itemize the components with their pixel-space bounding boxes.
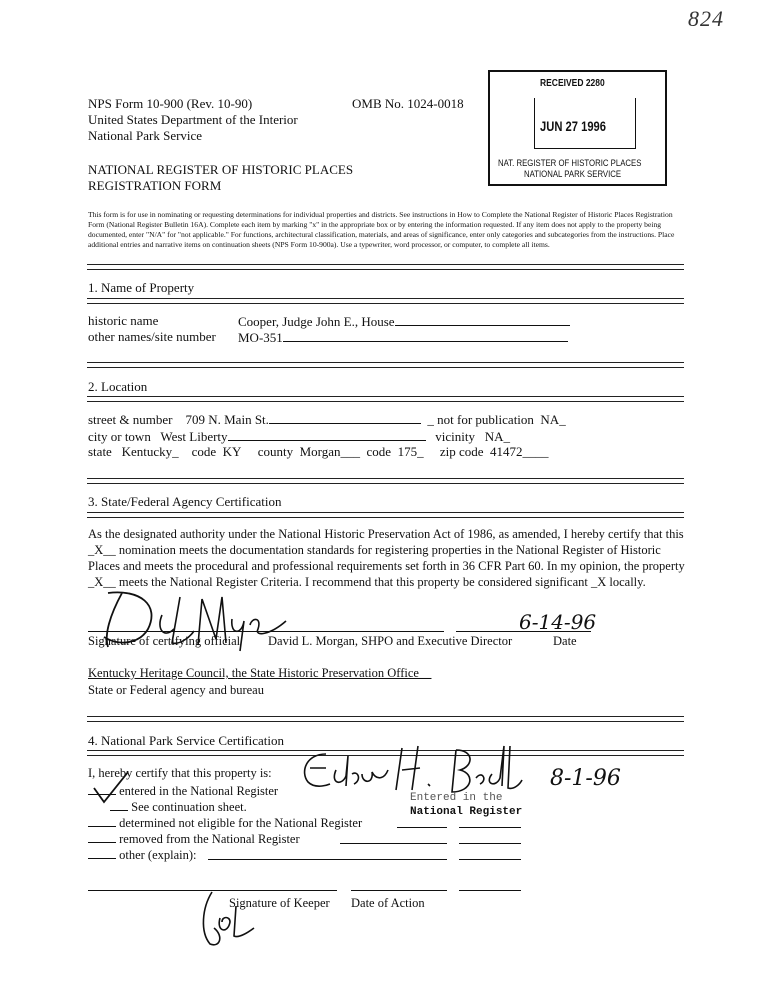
option-not-eligible-row (88, 814, 362, 831)
vicinity-value: NA_ (484, 429, 511, 444)
other-names-label: other names/site number (88, 329, 216, 344)
divider (87, 478, 684, 484)
county-code: 175_ (397, 444, 424, 459)
instructions-text: This form is for use in nominating or requesting determinations for individual properties and districts. See instructions in How to Complete the National Register of Historic Places Registration Form (National Register Bulletin 16A). Complete each item by marking "x" in the appropriate box or by entering the information requested. If any item does not apply to the property being documented, enter "N/A" for "not applicable." For functions, architectural classification, materials, and areas of significance, enter only categories and subcategories from the instructions. Place additional entries and narrative items on continuation sheets (NPS Form 10-900a). Use a typewriter, word processor, or computer, to complete all items. (88, 210, 675, 249)
certification-line4: _X__ meets the National Register Criteria. I recommend that this property be considered significant _X locally. (88, 575, 646, 589)
action-line (351, 890, 447, 891)
county-label: county (257, 444, 294, 459)
line (459, 859, 521, 860)
blank-line (88, 846, 116, 859)
historic-name: Cooper, Judge John E., House (238, 314, 395, 329)
divider (87, 264, 684, 270)
state-code-label: code (191, 444, 217, 459)
county-code-label: code (366, 444, 392, 459)
keeper-signature (296, 740, 526, 800)
date-label: Date (553, 634, 577, 648)
stamp-date: JUN 27 1996 (540, 118, 607, 134)
option-entered-row (88, 782, 278, 799)
blank-line (283, 329, 568, 342)
city: West Liberty (160, 429, 228, 444)
section3-heading: 3. State/Federal Agency Certification (88, 494, 282, 509)
stamp-org-line1: NAT. REGISTER OF HISTORIC PLACES (498, 158, 642, 169)
divider (87, 716, 684, 722)
signature-label: Signature of certifying official (88, 634, 241, 648)
not-for-publication-label: _ not for publication (427, 412, 534, 427)
entered-stamp-line1: Entered in the (410, 792, 503, 804)
stamp-received: RECEIVED 2280 (540, 78, 605, 89)
option-not-eligible: determined not eligible for the National Register (119, 816, 363, 830)
date-line (456, 631, 591, 632)
other-names-value (238, 329, 568, 345)
street: 709 N. Main St. (185, 412, 269, 427)
corner-note: 824 (688, 6, 724, 31)
historic-name-label: historic name (88, 313, 159, 328)
county: Morgan___ (299, 444, 361, 459)
nps-intro: I, hereby certify that this property is: (88, 766, 272, 780)
line (459, 827, 521, 828)
not-for-publication-value: NA_ (540, 412, 566, 427)
stamp-org-line2: NATIONAL PARK SERVICE (524, 169, 622, 180)
entered-stamp-line2: National Register (410, 806, 523, 818)
received-stamp (488, 70, 667, 186)
certification-line2: _X__ nomination meets the documentation standards for registering properties in the National Register of Historic (88, 543, 661, 557)
option-entered: entered in the National Register (119, 784, 279, 798)
blank-line (88, 830, 116, 843)
certification-date-handwritten: 6-14-96 (519, 610, 597, 634)
city-row (88, 428, 510, 444)
line (208, 859, 447, 860)
divider (87, 362, 684, 368)
agency-name: Kentucky Heritage Council, the State Historic Preservation Office__ (88, 666, 432, 680)
line (397, 827, 447, 828)
action-date-handwritten: 8-1-96 (550, 766, 621, 791)
divider (87, 396, 684, 402)
blank-line (88, 814, 116, 827)
street-label: street & number (88, 412, 173, 427)
form-title-line2: REGISTRATION FORM (88, 178, 222, 193)
line (459, 843, 521, 844)
option-removed-row (88, 830, 300, 847)
agency: National Park Service (88, 128, 203, 143)
vicinity-label: vicinity (435, 429, 475, 444)
state-code: KY (222, 444, 242, 459)
certification-line3: Places and meets the procedural and professional requirements set forth in 36 CFR Part 60. In my opinion, the property (88, 559, 685, 573)
blank-line (110, 798, 128, 811)
keeper-label: Signature of Keeper (229, 896, 330, 910)
zip: 41472____ (490, 444, 549, 459)
initials (198, 888, 258, 948)
blank-line (395, 313, 570, 326)
department: United States Department of the Interior (88, 112, 298, 127)
divider (87, 512, 684, 518)
form-title-line1: NATIONAL REGISTER OF HISTORIC PLACES (88, 162, 354, 177)
option-other: other (explain): (119, 848, 197, 862)
state-row (88, 444, 549, 459)
option-removed: removed from the National Register (119, 832, 300, 846)
section4-heading: 4. National Park Service Certification (88, 733, 285, 748)
form-number: NPS Form 10-900 (Rev. 10-90) (88, 96, 253, 111)
line (459, 890, 521, 891)
option-continuation-row (110, 798, 247, 815)
divider (87, 298, 684, 304)
action-date-label: Date of Action (351, 896, 425, 910)
zip-label: zip code (439, 444, 484, 459)
section2-heading: 2. Location (88, 379, 148, 394)
option-continuation: See continuation sheet. (131, 800, 247, 814)
section1-heading: 1. Name of Property (88, 280, 195, 295)
state: Kentucky_ (121, 444, 179, 459)
blank-line (228, 428, 426, 441)
agency-label: State or Federal agency and bureau (88, 683, 264, 697)
certifying-official: David L. Morgan, SHPO and Executive Director (268, 634, 513, 648)
blank-line (269, 411, 421, 424)
state-label: state (88, 444, 112, 459)
city-label: city or town (88, 429, 151, 444)
street-row (88, 411, 566, 427)
other-names: MO-351 (238, 330, 283, 345)
historic-name-value (238, 313, 570, 329)
omb-number: OMB No. 1024-0018 (352, 96, 464, 111)
signature-line (88, 631, 444, 632)
option-other-row (88, 846, 197, 863)
line (340, 843, 447, 844)
blank-line (88, 782, 116, 795)
certification-line1: As the designated authority under the National Historic Preservation Act of 1986, as amended, I hereby certify that this (88, 527, 684, 541)
